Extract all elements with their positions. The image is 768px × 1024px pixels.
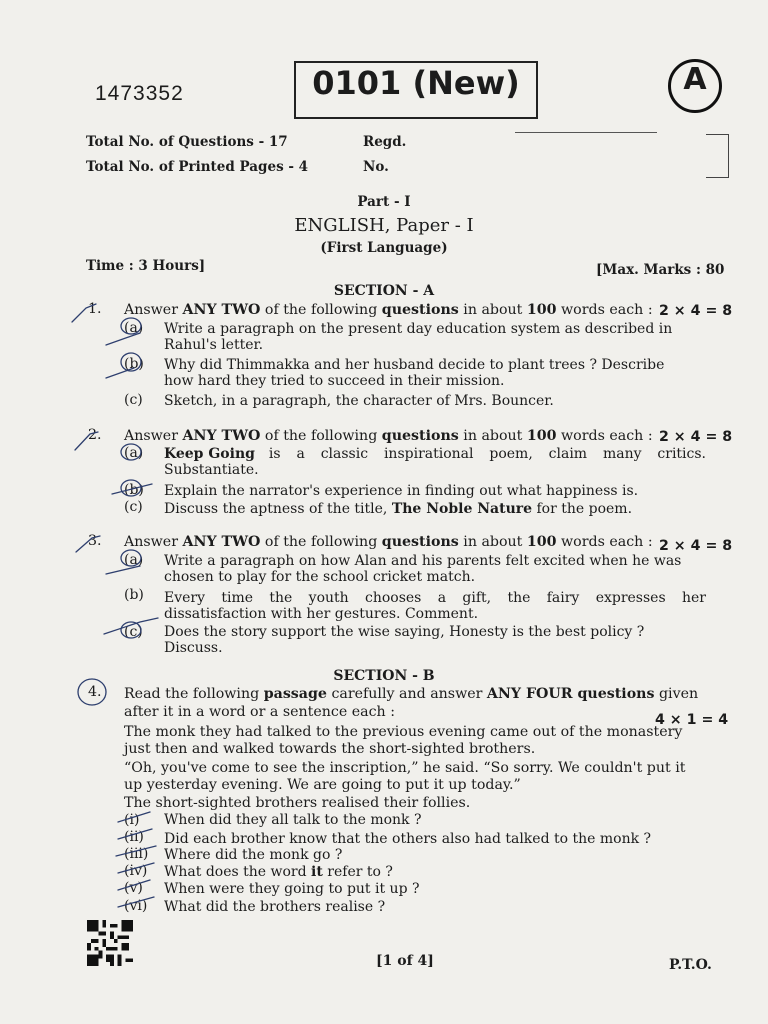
q3-a-line2: chosen to play for the school cricket match. — [164, 569, 476, 585]
q4-iv-post: refer to ? — [322, 864, 393, 880]
section-b-title: SECTION - B — [333, 668, 435, 684]
pen-circle-q2a — [121, 444, 144, 461]
q4-stem-line2: after it in a word or a sentence each : — [124, 704, 395, 720]
pen-tick-q1 — [72, 304, 96, 322]
q1-number: 1. — [88, 301, 102, 317]
pen-strike-v — [118, 880, 150, 890]
pen-dash-q3a — [106, 566, 140, 574]
q1-stem-end: words each : — [556, 302, 653, 318]
q2-c-label: (c) — [124, 499, 143, 515]
q1-stem-b2: questions — [381, 302, 459, 318]
q3-a-label: (a) — [124, 552, 144, 568]
q4-stem-mid: carefully and answer — [326, 686, 487, 702]
pen-dash-q3c — [104, 618, 158, 634]
q3-a-line1: Write a paragraph on how Alan and his parents felt excited when he was — [164, 553, 682, 569]
passage-line3: “Oh, you've come to see the inscription,” he said. “So sorry. We couldn't put it — [124, 760, 686, 776]
pen-circle-q1a — [121, 318, 144, 336]
q3-b-label: (b) — [124, 587, 144, 603]
q1-stem-b3: 100 — [526, 302, 557, 318]
no-label: No. — [363, 159, 389, 175]
q4-i-text: When did they all talk to the monk ? — [164, 812, 422, 828]
regd-label: Regd. — [363, 134, 407, 150]
q2-stem-end: words each : — [556, 428, 653, 444]
q4-iv-bold: it — [311, 864, 323, 880]
q4-ii-text: Did each brother know that the others also had talked to the monk ? — [164, 831, 652, 847]
q3-stem-post: in about — [458, 534, 527, 550]
q2-number: 2. — [88, 427, 102, 443]
q2-a-line2: Substantiate. — [164, 462, 259, 478]
q2-stem-b3: 100 — [526, 428, 557, 444]
pen-strike-ii — [118, 829, 152, 839]
q2-marks: 2 × 4 = 8 — [659, 429, 733, 445]
q1-a-line1: Write a paragraph on the present day education system as described in — [164, 321, 673, 337]
q2-a-label: (a) — [124, 445, 144, 461]
q1-c-line1: Sketch, in a paragraph, the character of Mrs. Bouncer. — [164, 393, 554, 409]
q4-vi-text: What did the brothers realise ? — [164, 899, 386, 915]
q1-c-label: (c) — [124, 392, 143, 408]
passage-line2: just then and walked towards the short-sighted brothers. — [124, 741, 536, 757]
q4-stem-b2: ANY FOUR questions — [486, 686, 655, 702]
q1-stem-pre: Answer — [124, 302, 183, 318]
passage-line5: The short-sighted brothers realised their follies. — [124, 795, 471, 811]
passage-line1: The monk they had talked to the previous evening came out of the monastery — [124, 724, 683, 740]
q4-i-label: (i) — [124, 812, 140, 828]
q1-stem-b1: ANY TWO — [182, 302, 261, 318]
q2-stem-post: in about — [458, 428, 527, 444]
pen-strike-iii — [116, 846, 156, 856]
page-number: [1 of 4] — [376, 953, 434, 969]
q4-stem-pre: Read the following — [124, 686, 264, 702]
section-a-title: SECTION - A — [333, 283, 435, 299]
subject-title: ENGLISH, Paper - I — [294, 215, 474, 236]
q1-b-label: (b) — [124, 356, 144, 372]
q3-b-line2: dissatisfaction with her gestures. Comment. — [164, 606, 479, 622]
pen-dash-q1a — [106, 333, 140, 345]
pen-circle-q4 — [78, 679, 106, 705]
pen-circle-q3a — [121, 550, 144, 568]
time-label: Time : 3 Hours] — [86, 258, 206, 274]
q1-stem-post: in about — [458, 302, 527, 318]
q4-v-label: (v) — [124, 880, 143, 896]
pen-strike-vi — [118, 897, 154, 907]
passage-line4: up yesterday evening. We are going to put it up today.” — [124, 777, 521, 793]
q4-v-text: When were they going to put it up ? — [164, 881, 420, 897]
q1-marks: 2 × 4 = 8 — [659, 303, 733, 319]
box-title: 0101 (New) — [312, 64, 520, 102]
q3-stem-pre: Answer — [124, 534, 183, 550]
language-label: (First Language) — [320, 240, 448, 256]
q4-iii-label: (iii) — [124, 846, 149, 862]
q3-stem-b2: questions — [381, 534, 459, 550]
q2-a-rest: is a classic inspirational poem, claim many critics. — [268, 446, 706, 462]
q2-stem-b2: questions — [381, 428, 459, 444]
q3-number: 3. — [88, 533, 102, 549]
q3-stem-b3: 100 — [526, 534, 557, 550]
q4-iii-text: Where did the monk go ? — [164, 847, 343, 863]
total-pages: Total No. of Printed Pages - 4 — [86, 159, 309, 175]
q2-stem-b1: ANY TWO — [182, 428, 261, 444]
total-questions: Total No. of Questions - 17 — [86, 134, 288, 150]
set-letter: A — [683, 62, 707, 97]
q4-stem-end: given — [654, 686, 699, 702]
q2-c-pre: Discuss the aptness of the title, — [164, 501, 392, 517]
q2-a-bold: Keep Going — [164, 446, 255, 462]
q3-c-label: (c) — [124, 624, 143, 640]
pen-dash-q1b — [106, 368, 134, 378]
q2-c-bold: The Noble Nature — [391, 501, 533, 517]
pen-tick-q3 — [76, 536, 100, 552]
q2-b-label: (b) — [124, 482, 144, 498]
q3-stem-b1: ANY TWO — [182, 534, 261, 550]
pen-tick-q2 — [75, 432, 98, 450]
q1-b-line1: Why did Thimmakka and her husband decide to plant trees ? Describe — [164, 357, 665, 373]
q4-ii-label: (ii) — [124, 829, 144, 845]
q1-stem-mid: of the following — [260, 302, 382, 318]
q4-iv-pre: What does the word — [164, 864, 312, 880]
q4-number: 4. — [88, 684, 102, 700]
q4-stem-b1: passage — [263, 686, 327, 702]
pen-circle-q1b — [121, 353, 141, 371]
pen-strike-iv — [118, 863, 154, 873]
q2-b-line1: Explain the narrator's experience in finding out what happiness is. — [164, 483, 639, 499]
pto-label: P.T.O. — [669, 957, 712, 973]
q3-stem-mid: of the following — [260, 534, 382, 550]
q3-c-line1: Does the story support the wise saying, Honesty is the best policy ? — [164, 624, 645, 640]
q4-marks: 4 × 1 = 4 — [655, 712, 729, 728]
pen-strike-i — [118, 812, 150, 822]
q2-c-post: for the poem. — [532, 501, 633, 517]
max-marks: [Max. Marks : 80 — [596, 262, 725, 278]
q1-a-line2: Rahul's letter. — [164, 337, 264, 353]
part-label: Part - I — [357, 194, 411, 210]
q4-iv-label: (iv) — [124, 863, 148, 879]
q3-b-line1: Every time the youth chooses a gift, the fairy expresses her — [164, 590, 706, 606]
q4-vi-label: (vi) — [124, 898, 148, 914]
paper-code: 1473352 — [95, 82, 184, 105]
q2-stem-mid: of the following — [260, 428, 382, 444]
pen-dash-q2b — [112, 484, 152, 494]
q1-b-line2: how hard they tried to succeed in their mission. — [164, 373, 505, 389]
q3-stem-end: words each : — [556, 534, 653, 550]
q3-c-line2: Discuss. — [164, 640, 223, 656]
q2-stem-pre: Answer — [124, 428, 183, 444]
q1-a-label: (a) — [124, 320, 144, 336]
q3-marks: 2 × 4 = 8 — [659, 538, 733, 554]
